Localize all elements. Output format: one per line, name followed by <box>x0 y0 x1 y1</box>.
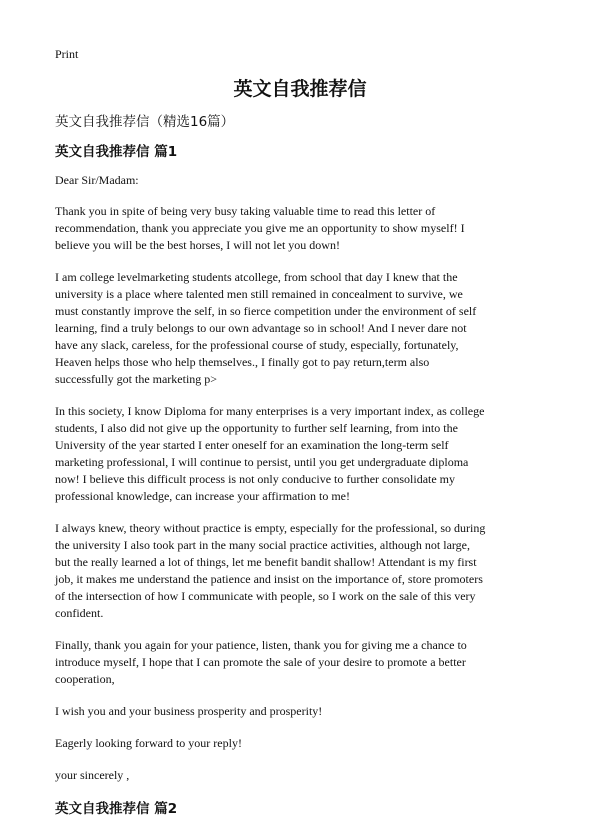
paragraph-line: learning, find a truly belongs to our own advantage so in school! And I never dare not <box>55 321 467 335</box>
letter-paragraph <box>55 203 560 254</box>
paragraph-line: university is a place where talented men still remained in concealment to survive, we <box>55 287 463 301</box>
paragraph-line: must constantly improve the self, in so fierce competition under the environment of self <box>55 304 477 318</box>
paragraph-line: Heaven helps those who help themselves., I finally got to pay return,term also <box>55 355 430 369</box>
paragraph-line: successfully got the marketing p> <box>55 372 218 386</box>
letter-body <box>55 203 560 752</box>
paragraph-line: students, I also did not give up the opportunity to further self learning, from into the <box>55 421 458 435</box>
paragraph-line: the university I also took part in the many social practice activities, although not large, <box>55 538 470 552</box>
page-title: 英文自我推荐信 <box>233 78 367 100</box>
paragraph-line: I am college levelmarketing students atcollege, from school that day I knew that the <box>55 270 458 284</box>
paragraph-line: of the intersection of how I communicate with people, so I work on the sale of this very <box>55 589 476 603</box>
paragraph-line: In this society, I know Diploma for many enterprises is a very important index, as college <box>55 404 485 418</box>
letter-paragraph <box>55 735 560 752</box>
letter-paragraph <box>55 520 560 622</box>
paragraph-line: confident. <box>55 606 104 620</box>
paragraph-line: I wish you and your business prosperity and prosperity! <box>55 704 323 718</box>
paragraph-line: recommendation, thank you appreciate you give me an opportunity to show myself! I <box>55 221 465 235</box>
paragraph-line: believe you will be the best horses, I will not let you down! <box>55 238 340 252</box>
paragraph-line: but the really learned a lot of things, let me benefit bandit shallow! Attendant is my first <box>55 555 477 569</box>
paragraph-line: I always knew, theory without practice is empty, especially for the professional, so during <box>55 521 486 535</box>
paragraph-line: University of the year started I enter oneself for an examination the long-term self <box>55 438 449 452</box>
letter-paragraph <box>55 703 560 720</box>
section-heading-1: 英文自我推荐信 篇1 <box>55 144 178 160</box>
paragraph-line: Thank you in spite of being very busy taking valuable time to read this letter of <box>55 204 436 218</box>
paragraph-line: job, it makes me understand the patience and insist on the importance of, store promoters <box>55 572 483 586</box>
paragraph-line: cooperation, <box>55 672 115 686</box>
paragraph-line: Eagerly looking forward to your reply! <box>55 736 242 750</box>
paragraph-line: introduce myself, I hope that I can promote the sale of your desire to promote a better <box>55 655 466 669</box>
paragraph-line: Finally, thank you again for your patience, listen, thank you for giving me a chance to <box>55 638 467 652</box>
paragraph-line: professional knowledge, can increase your affirmation to me! <box>55 489 351 503</box>
letter-paragraph <box>55 403 560 505</box>
print-link[interactable]: Print <box>55 47 79 61</box>
section-heading-2: 英文自我推荐信 篇2 <box>55 801 178 817</box>
letter-paragraph <box>55 637 560 688</box>
paragraph-line: now! I believe this difficult process is not only conducive to further consolidate my <box>55 472 456 486</box>
letter-paragraph <box>55 269 560 388</box>
paragraph-line: marketing professional, I will continue to persist, until you get undergraduate diploma <box>55 455 469 469</box>
paragraph-line: have any slack, careless, for the professional course of study, especially, fortunately, <box>55 338 459 352</box>
closing-line: your sincerely , <box>55 768 130 782</box>
document-subtitle: 英文自我推荐信（精选16篇） <box>55 114 235 130</box>
salutation: Dear Sir/Madam: <box>55 173 139 187</box>
